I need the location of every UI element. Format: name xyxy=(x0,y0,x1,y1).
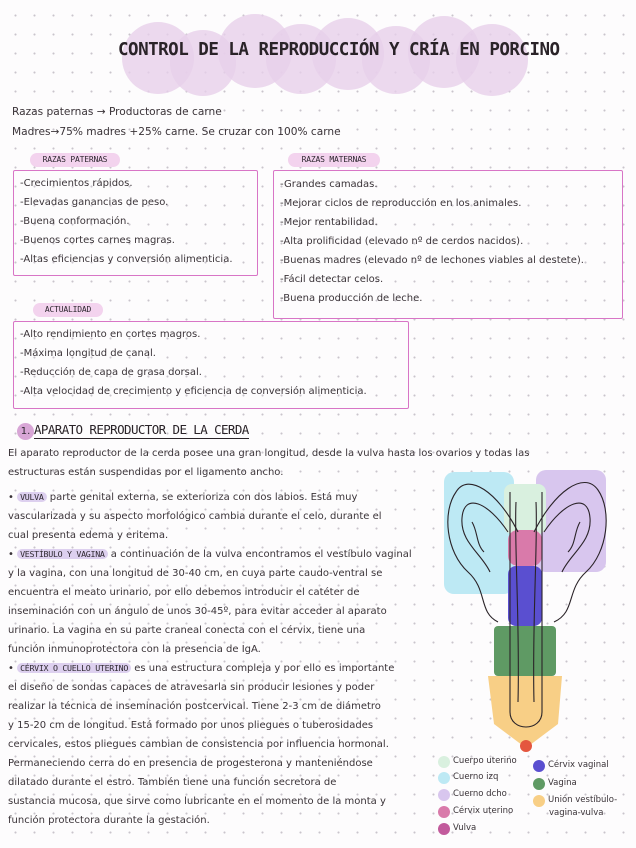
list-item: -Altas eficiencias y conversión alimenticia. xyxy=(20,254,233,265)
legend-label: Cuerpo uterino xyxy=(453,756,517,766)
list-item: -Fácil detectar celos. xyxy=(280,274,384,285)
paragraph-line: • VESTÍBULO Y VAGINA a continuación de la vulva encontramos el vestíbulo vaginal xyxy=(8,549,412,560)
list-item: -Elevadas ganancias de peso. xyxy=(20,197,169,208)
paragraph-line: estructuras están suspendidas por el ligamento ancho. xyxy=(8,467,284,478)
list-item: -Mejorar ciclos de reproducción en los animales. xyxy=(280,198,522,209)
paragraph-line: inseminación con un ángulo de unos 30-45º, para evitar acceder al aparato xyxy=(8,606,387,617)
list-item: -Crecimientos rápidos. xyxy=(20,178,133,189)
vagina-region xyxy=(494,626,556,676)
cuerno-dcho-region xyxy=(536,470,606,572)
list-item: -Alto rendimiento en cortes magros. xyxy=(20,329,201,340)
razas-maternas-tag: RAZAS MATERNAS xyxy=(288,153,380,167)
paragraph-line: cervicales, estos pliegues cambian de consistencia por influencia hormonal. xyxy=(8,739,389,750)
list-item: -Buena conformación. xyxy=(20,216,130,227)
vestibulo-region xyxy=(488,676,562,748)
reproductive-tract-illustration xyxy=(438,462,616,754)
list-item: -Mejor rentabilidad. xyxy=(280,217,378,228)
cervix-uterino-region xyxy=(508,530,542,566)
paragraph-line: urinario. La vagina en su parte craneal conecta con el cérvix, tiene una xyxy=(8,625,366,636)
section-number: 1. xyxy=(17,423,34,440)
list-item: -Máxima longitud de canal. xyxy=(20,348,156,359)
page-title: CONTROL DE LA REPRODUCCIÓN Y CRÍA EN PORCINO xyxy=(118,40,560,60)
vulva-mark xyxy=(520,740,532,752)
list-item: -Alta velocidad de crecimiento y eficiencia de conversión alimenticia. xyxy=(20,386,367,397)
cuerno-izq-region xyxy=(444,472,514,594)
list-item: -Grandes camadas. xyxy=(280,179,378,190)
cervix-vaginal-region xyxy=(508,566,542,626)
paragraph-line: y 15-20 cm de longitud. Está formado por unos pliegues o tuberosidades xyxy=(8,720,374,731)
paragraph-text: a continuación de la vulva encontramos el vestíbulo vaginal xyxy=(110,549,412,560)
paragraph-text: es una estructura compleja y por ello es importante xyxy=(134,663,395,674)
legend-label: Cérvix uterino xyxy=(453,806,514,816)
razas-maternas-box xyxy=(273,170,623,319)
paragraph-text: parte genital externa, se exterioriza con dos labios. Está muy xyxy=(49,492,358,503)
list-item: -Buenos cortes carnes magras. xyxy=(20,235,175,246)
legend-color-dot xyxy=(533,778,545,790)
paragraph-line: y la vagina, con una longitud de 30-40 cm, en cuya parte caudo-ventral se xyxy=(8,568,383,579)
list-item: -Buenas madres (elevado nº de lechones viables al destete). xyxy=(280,255,584,266)
legend-label: Cérvix vaginal xyxy=(548,760,609,770)
legend-color-dot xyxy=(533,795,545,807)
legend-color-dot xyxy=(438,789,450,801)
paragraph-line: vascularizada y su aspecto morfológico cambia durante el celo, durante el xyxy=(8,511,382,522)
list-item: -Alta prolificidad (elevado nº de cerdos nacidos). xyxy=(280,236,524,247)
actualidad-tag: ACTUALIDAD xyxy=(33,303,103,317)
razas-paternas-tag: RAZAS PATERNAS xyxy=(30,153,120,167)
paragraph-line: cual presenta edema y eritema. xyxy=(8,530,169,541)
legend-label: vagina-vulva xyxy=(549,808,604,818)
legend-label: Cuerno izq xyxy=(453,772,499,782)
intro-line-1: Razas paternas → Productoras de carne xyxy=(12,106,222,118)
title-bubble xyxy=(456,24,528,96)
paragraph-line: Permaneciendo cerra do en presencia de progesterona y manteniéndose xyxy=(8,758,373,769)
list-item: -Buena producción de leche. xyxy=(280,293,423,304)
paragraph-line: encuentra el meato urinario, por ello debemos introducir el catéter de xyxy=(8,587,360,598)
legend-label: Cuerno dcho xyxy=(453,789,507,799)
section-title: APARATO REPRODUCTOR DE LA CERDA xyxy=(34,422,249,437)
paragraph-line: sustancia mucosa, que sirve como lubricante en el momento de la monta y xyxy=(8,796,386,807)
paragraph-line: El aparato reproductor de la cerda posee una gran longitud, desde la vulva hasta los ovarios y todas las xyxy=(8,448,530,459)
legend-color-dot xyxy=(438,772,450,784)
razas-paternas-box xyxy=(13,170,258,276)
legend-color-dot xyxy=(438,756,450,768)
legend-color-dot xyxy=(533,760,545,772)
term-vestibulo: VESTÍBULO Y VAGINA xyxy=(17,549,108,559)
term-vulva: VULVA xyxy=(17,492,46,502)
list-item: -Reducción de capa de grasa dorsal. xyxy=(20,367,202,378)
term-cervix: CÉRVIX O CUELLO UTERINO xyxy=(17,663,131,673)
legend-color-dot xyxy=(438,806,450,818)
paragraph-line: realizar la técnica de inseminación postcervical. Tiene 2-3 cm de diámetro xyxy=(8,701,381,712)
paragraph-line: función protectora durante la gestación. xyxy=(8,815,210,826)
intro-line-2: Madres→75% madres +25% carne. Se cruzar con 100% carne xyxy=(12,126,341,138)
actualidad-box xyxy=(13,321,409,409)
legend-color-dot xyxy=(438,823,450,835)
paragraph-line: dilatado durante el estro. También tiene una función secretora de xyxy=(8,777,337,788)
legend-label: Vagina xyxy=(548,778,577,788)
paragraph-line: • VULVA parte genital externa, se exterioriza con dos labios. Está muy xyxy=(8,492,358,503)
legend-label: Vulva xyxy=(453,823,477,833)
paragraph-line: • CÉRVIX O CUELLO UTERINO es una estructura compleja y por ello es importante xyxy=(8,663,395,674)
legend-label: Unión vestíbulo- xyxy=(548,795,618,805)
paragraph-line: el diseño de sondas capaces de atravesarla sin producir lesiones y poder xyxy=(8,682,375,693)
paragraph-line: función inmunoprotectora con la presencia de IgA. xyxy=(8,644,261,655)
